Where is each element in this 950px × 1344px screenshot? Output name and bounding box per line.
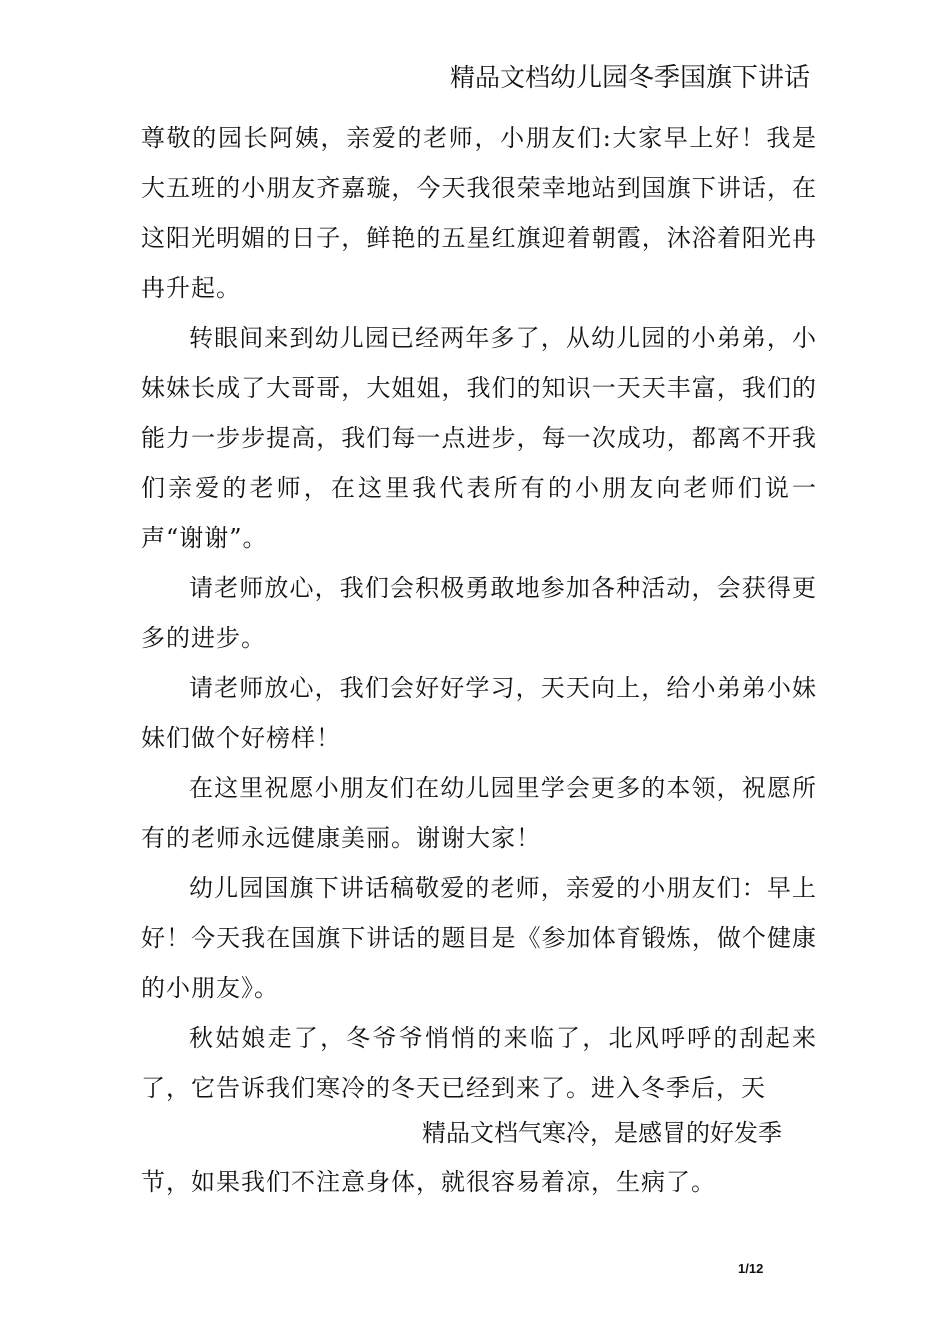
header-watermark-prefix: 精品文档 bbox=[449, 63, 550, 92]
paragraph-wishes: 在这里祝愿小朋友们在幼儿园里学会更多的本领，祝愿所有的老师永远健康美丽。谢谢大家！ bbox=[141, 774, 817, 852]
page-header bbox=[450, 60, 810, 96]
speech-body bbox=[141, 113, 817, 1113]
footer-watermark-text: 精品文档气寒冷，是感冒的好发季 bbox=[422, 1119, 782, 1147]
paragraph-promise-study: 请老师放心，我们会好好学习，天天向上，给小弟弟小妹妹们做个好榜样！ bbox=[141, 674, 817, 752]
paragraph-greeting: 尊敬的园长阿姨，亲爱的老师，小朋友们:大家早上好！我是大五班的小朋友齐嘉璇，今天我很荣幸地站到国旗下讲话，在这阳光明媚的日子，鲜艳的五星红旗迎着朝霞，沐浴着阳光冉冉升起。 bbox=[141, 124, 817, 302]
paragraph-second-speech-intro: 幼儿园国旗下讲话稿敬爱的老师，亲爱的小朋友们：早上好！今天我在国旗下讲话的题目是《参加体育锻炼，做个健康的小朋友》。 bbox=[141, 874, 817, 1002]
paragraph-winter: 秋姑娘走了，冬爷爷悄悄的来临了，北风呼呼的刮起来了，它告诉我们寒冷的冬天已经到来了。进入冬季后，天 bbox=[141, 1024, 817, 1102]
paragraph-continuation: 节，如果我们不注意身体，就很容易着凉，生病了。 bbox=[141, 1168, 716, 1196]
paragraph-thanks: 转眼间来到幼儿园已经两年多了，从幼儿园的小弟弟，小妹妹长成了大哥哥，大姐姐，我们的知识一天天丰富，我们的能力一步步提高，我们每一点进步，每一次成功，都离不开我们亲爱的老师，在这里我代表所有的小朋友向老师们说一声“谢谢”。 bbox=[141, 324, 817, 552]
document-title: 幼儿园冬季国旗下讲话 bbox=[549, 63, 810, 93]
paragraph-promise-activities: 请老师放心，我们会积极勇敢地参加各种活动，会获得更多的进步。 bbox=[141, 574, 817, 652]
page-number: 1/12 bbox=[738, 1261, 764, 1276]
